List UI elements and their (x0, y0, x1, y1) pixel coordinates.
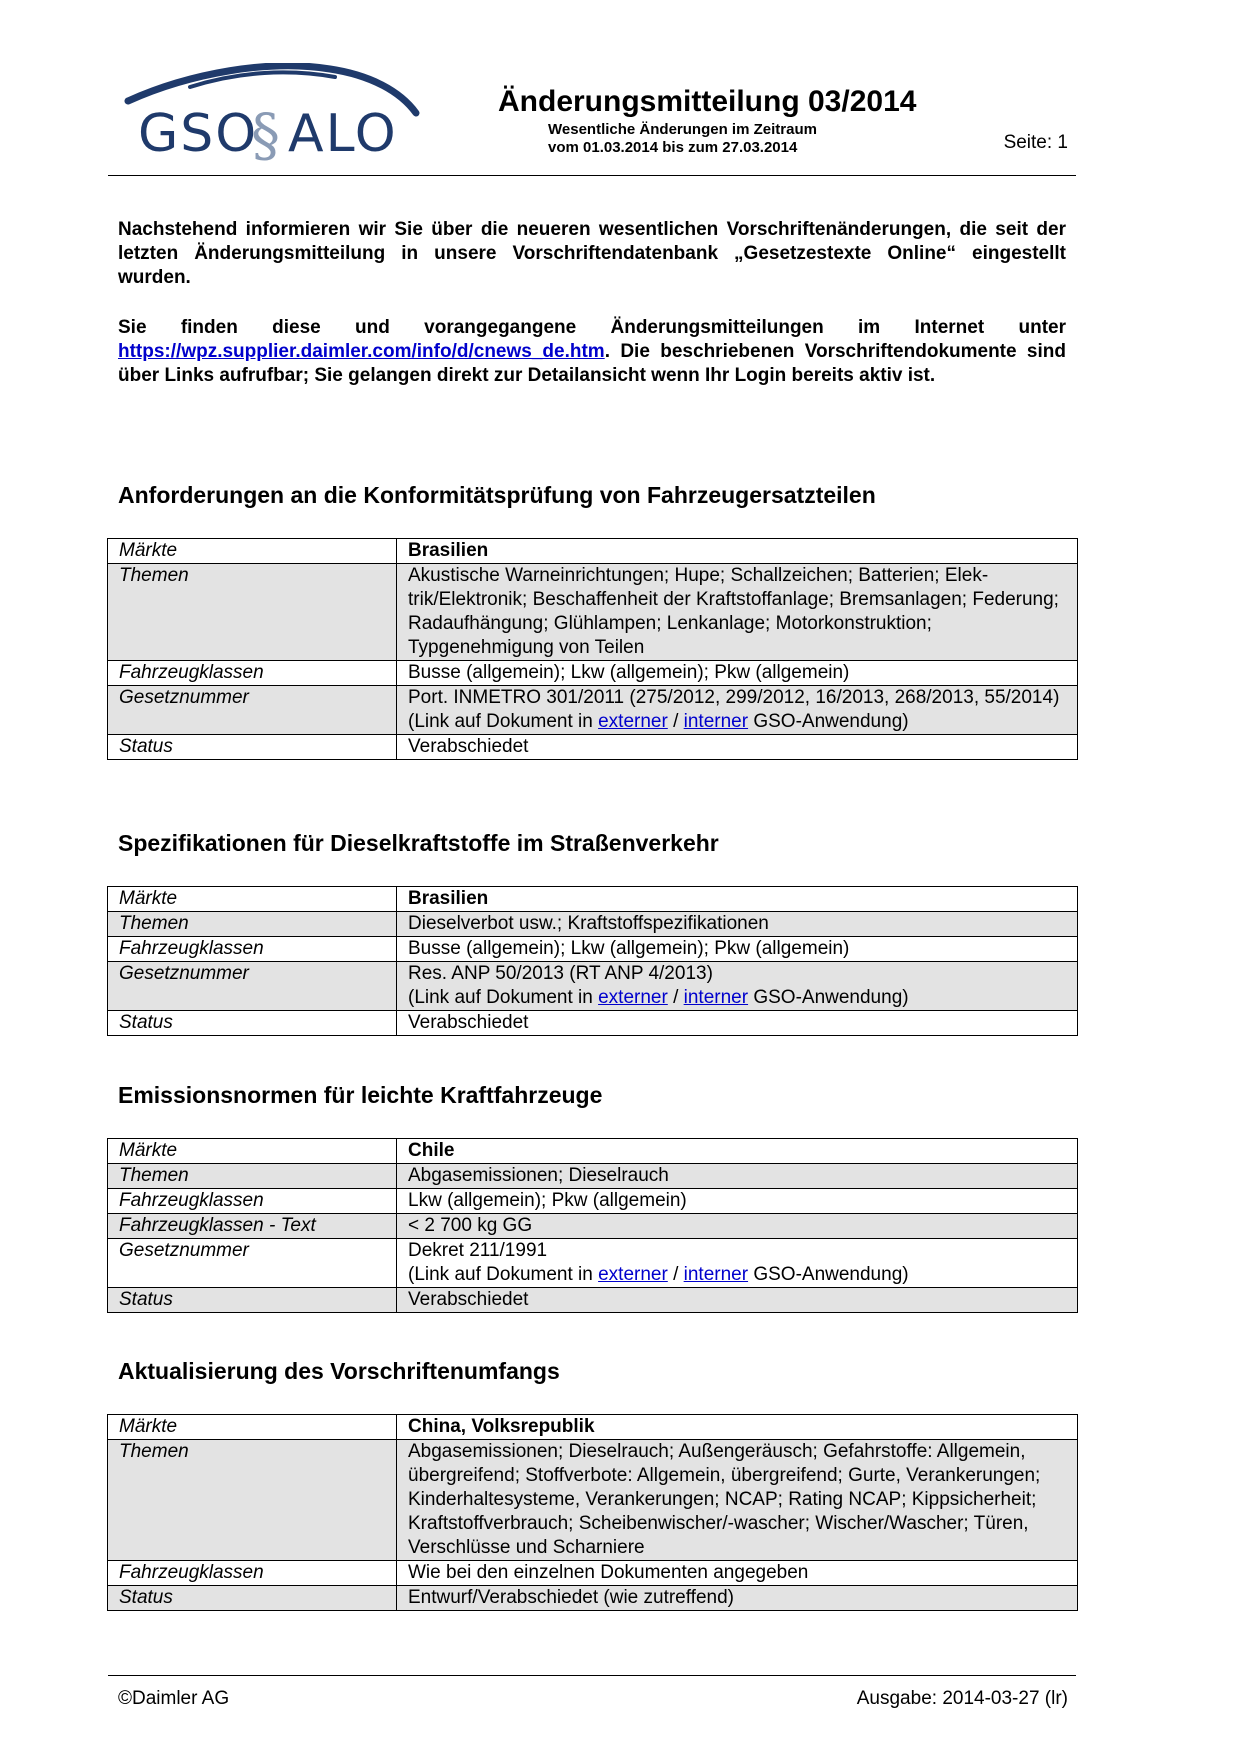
row-label: Themen (108, 1164, 397, 1189)
section-title: Aktualisierung des Vorschriftenumfangs (118, 1358, 560, 1384)
row-label: Status (108, 1586, 397, 1611)
link-separator: / (667, 987, 684, 1008)
regulation-table (107, 1414, 1078, 1611)
link-prefix: (Link auf Dokument in (408, 1264, 599, 1285)
table-row (108, 1288, 1078, 1313)
row-label: Fahrzeugklassen (108, 661, 397, 686)
table-row (108, 1214, 1078, 1239)
row-value: Abgasemissionen; Dieselrauch (397, 1164, 1078, 1189)
row-label: Märkte (108, 887, 397, 912)
intro-text: Sie finden diese und vorangegangene Änderungsmitteilungen im Internet unter (118, 317, 1066, 338)
intro-text-continued: . Die beschriebenen Vorschriftendokumente sind über Links aufrufbar; Sie gelangen direkt zur Detailansicht wenn Ihr Login bereits aktiv ist. (118, 341, 1066, 386)
intro-paragraph-1: Nachstehend informieren wir Sie über die neueren wesentlichen Vorschriftenänderungen, die seit der letzten Änderungsmitteilung in unsere Vorschriftendatenbank „Gesetzestexte Online“ eingestellt wurden. (118, 219, 1066, 288)
row-label: Themen (108, 1440, 397, 1561)
row-label: Fahrzeugklassen - Text (108, 1214, 397, 1239)
gso-alo-logo (120, 63, 430, 173)
document-links (408, 710, 1066, 734)
external-link[interactable]: externer (598, 987, 668, 1008)
table-row (108, 661, 1078, 686)
row-value: Lkw (allgemein); Pkw (allgemein) (397, 1189, 1078, 1214)
internal-link[interactable]: interner (683, 1264, 749, 1285)
table-row (108, 962, 1078, 1011)
table-row (108, 1164, 1078, 1189)
row-label: Gesetznummer (108, 962, 397, 1011)
table-row (108, 937, 1078, 962)
row-value: Entwurf/Verabschiedet (wie zutreffend) (397, 1586, 1078, 1611)
row-label: Fahrzeugklassen (108, 1561, 397, 1586)
regulation-table (107, 538, 1078, 760)
row-value: Wie bei den einzelnen Dokumenten angegeben (397, 1561, 1078, 1586)
table-row (108, 735, 1078, 760)
changes-url-link[interactable]: https://wpz.supplier.daimler.com/info/d/cnews_de.htm (118, 341, 605, 362)
row-label: Märkte (108, 1139, 397, 1164)
row-label: Status (108, 1011, 397, 1036)
table-row (108, 564, 1078, 661)
table-row (108, 1586, 1078, 1611)
row-value: Abgasemissionen; Dieselrauch; Außengeräusch; Gefahrstoffe: Allgemein, übergreifend; Stoffverbote: Allgemein, übergreifend; Gurte, Verankerungen; Kinderhaltesysteme, Verankerungen; NCAP; Rating NCAP; Kippsicherheit; Kraftstoffverbrauch; Scheibenwischer/-wascher; Wischer/Wascher; Türen, Verschlüsse und Scharniere (397, 1440, 1078, 1561)
internal-link[interactable]: interner (683, 987, 749, 1008)
link-suffix: GSO-Anwendung) (748, 1264, 909, 1285)
row-label: Themen (108, 912, 397, 937)
row-value: Dieselverbot usw.; Kraftstoffspezifikationen (397, 912, 1078, 937)
row-value: Chile (397, 1139, 1078, 1164)
svg-text:GSO: GSO (138, 104, 259, 164)
svg-text:ALO: ALO (288, 104, 398, 164)
table-row (108, 1139, 1078, 1164)
row-value (397, 686, 1078, 735)
link-suffix: GSO-Anwendung) (748, 987, 909, 1008)
row-value: < 2 700 kg GG (397, 1214, 1078, 1239)
row-label: Fahrzeugklassen (108, 1189, 397, 1214)
regulation-table (107, 886, 1078, 1036)
section-title: Anforderungen an die Konformitätsprüfung von Fahrzeugersatzteilen (118, 482, 876, 508)
table-row (108, 539, 1078, 564)
intro-paragraph-2 (118, 316, 1066, 388)
row-label: Märkte (108, 539, 397, 564)
row-label: Fahrzeugklassen (108, 937, 397, 962)
row-value: Busse (allgemein); Lkw (allgemein); Pkw (allgemein) (397, 937, 1078, 962)
row-label: Gesetznummer (108, 686, 397, 735)
row-value: Verabschiedet (397, 1011, 1078, 1036)
link-separator: / (667, 1264, 684, 1285)
row-value (397, 1239, 1078, 1288)
row-label: Gesetznummer (108, 1239, 397, 1288)
table-row (108, 1011, 1078, 1036)
law-number: Port. INMETRO 301/2011 (275/2012, 299/2012, 16/2013, 268/2013, 55/2014) (408, 687, 1060, 708)
external-link[interactable]: externer (598, 711, 668, 732)
internal-link[interactable]: interner (683, 711, 749, 732)
row-value: Akustische Warneinrichtungen; Hupe; Schallzeichen; Batterien; Elektrik/Elektronik; Beschaffenheit der Kraftstoffanlage; Bremsanlagen; Federung; Radaufhängung; Glühlampen; Lenkanlage; Motorkonstruktion; Typgenehmigung von Teilen (397, 564, 1078, 661)
page-number: Seite: 1 (1003, 132, 1068, 153)
svg-text:§: § (251, 101, 280, 169)
row-label: Märkte (108, 1415, 397, 1440)
row-value: Brasilien (397, 887, 1078, 912)
row-value (397, 962, 1078, 1011)
link-separator: / (667, 711, 684, 732)
link-suffix: GSO-Anwendung) (748, 711, 909, 732)
row-label: Status (108, 1288, 397, 1313)
page-footer (108, 1675, 1076, 1709)
page-header (108, 55, 1076, 176)
table-row (108, 912, 1078, 937)
row-value: China, Volksrepublik (397, 1415, 1078, 1440)
page-subtitle (548, 121, 817, 157)
row-value: Verabschiedet (397, 1288, 1078, 1313)
table-row (108, 1189, 1078, 1214)
row-value: Brasilien (397, 539, 1078, 564)
row-label: Status (108, 735, 397, 760)
external-link[interactable]: externer (598, 1264, 668, 1285)
subtitle-line-2: vom 01.03.2014 bis zum 27.03.2014 (548, 139, 798, 156)
table-row (108, 686, 1078, 735)
subtitle-line-1: Wesentliche Änderungen im Zeitraum (548, 121, 817, 138)
document-links (408, 1263, 1066, 1287)
section-title: Spezifikationen für Dieselkraftstoffe im Straßenverkehr (118, 830, 719, 856)
law-number: Res. ANP 50/2013 (RT ANP 4/2013) (408, 963, 713, 984)
issue-date: Ausgabe: 2014-03-27 (lr) (856, 1688, 1068, 1709)
table-row (108, 1239, 1078, 1288)
regulation-table (107, 1138, 1078, 1313)
table-row (108, 887, 1078, 912)
page-title: Änderungsmitteilung 03/2014 (498, 85, 917, 118)
row-value: Verabschiedet (397, 735, 1078, 760)
row-label: Themen (108, 564, 397, 661)
law-number: Dekret 211/1991 (408, 1240, 548, 1261)
section-title: Emissionsnormen für leichte Kraftfahrzeuge (118, 1082, 603, 1108)
table-row (108, 1561, 1078, 1586)
copyright: ©Daimler AG (118, 1688, 230, 1709)
row-value: Busse (allgemein); Lkw (allgemein); Pkw (allgemein) (397, 661, 1078, 686)
table-row (108, 1415, 1078, 1440)
document-links (408, 986, 1066, 1010)
link-prefix: (Link auf Dokument in (408, 987, 599, 1008)
link-prefix: (Link auf Dokument in (408, 711, 599, 732)
table-row (108, 1440, 1078, 1561)
